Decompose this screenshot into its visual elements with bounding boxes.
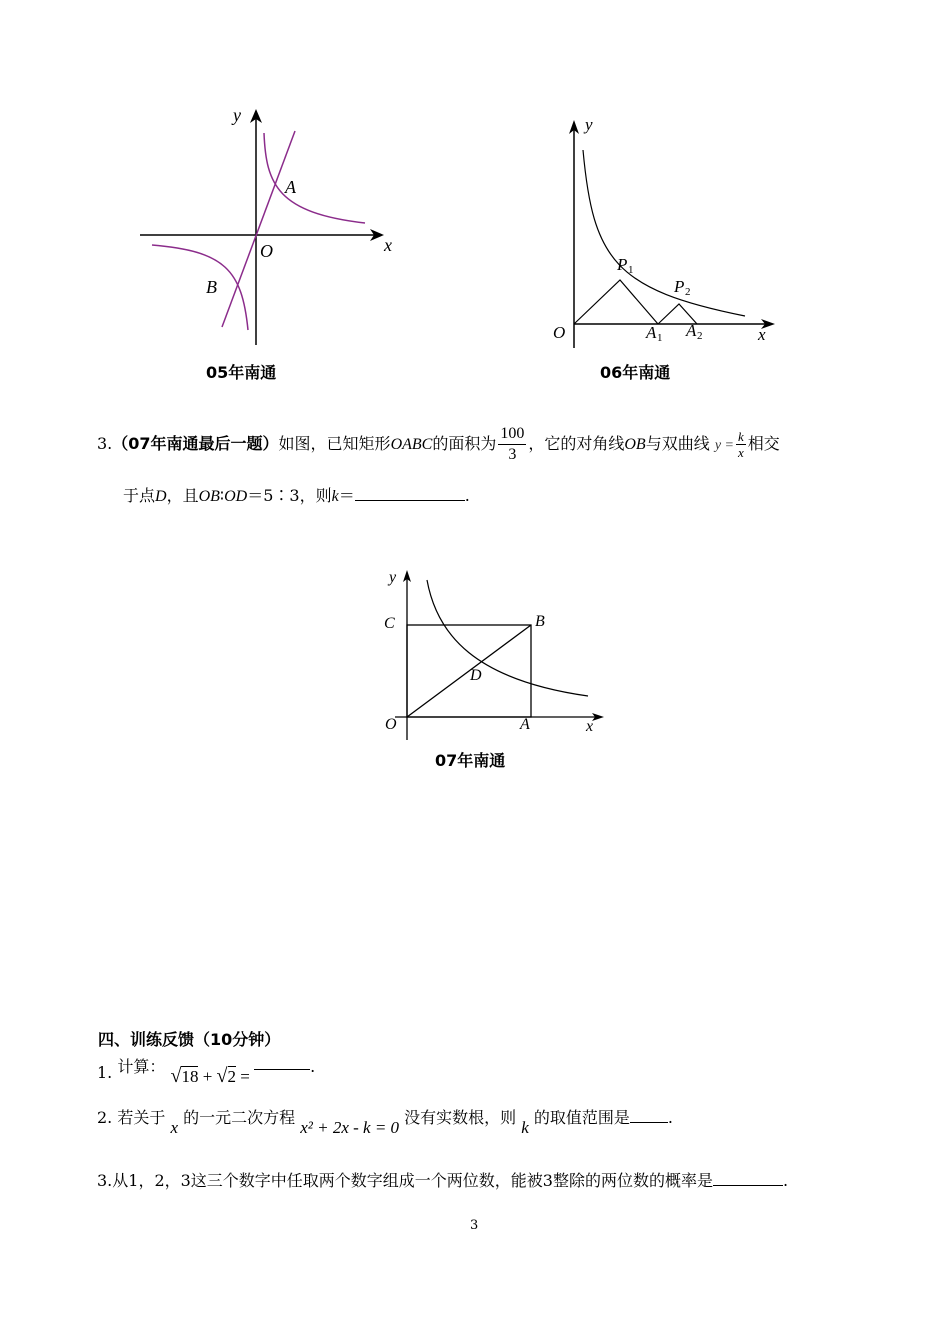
rect-name: OABC: [390, 436, 433, 453]
q2-text-2: 的一元二次方程: [183, 1108, 296, 1127]
problem-3-end: .: [464, 486, 470, 505]
fig05-label-y: y: [233, 105, 241, 125]
figure-07-caption: 07年南通: [435, 751, 506, 770]
fig07-label-b: B: [535, 613, 545, 630]
section-4-q1: [97, 1055, 315, 1089]
eq-denominator: x: [737, 445, 744, 460]
figure-05-caption: 05年南通: [206, 363, 277, 382]
ratio-a: OB: [198, 488, 220, 505]
fig06-label-a2-sub: 2: [697, 330, 703, 342]
fig07-label-c: C: [384, 615, 395, 632]
ratio-b: OD: [224, 488, 248, 505]
fig06-label-a1-sub: 1: [657, 332, 663, 344]
q1-answer-blank[interactable]: [254, 1055, 310, 1070]
fig05-label-x: x: [384, 235, 392, 255]
page-number: 3: [470, 1218, 479, 1233]
equals-sign: ＝: [338, 486, 355, 505]
problem-3-line-2: [123, 485, 470, 508]
diagonal-name: OB: [624, 436, 646, 453]
problem-3-text-1: 如图，已知矩形: [278, 434, 391, 453]
q3-number: 3.: [97, 1171, 113, 1190]
q1-plus: +: [202, 1067, 213, 1086]
area-denominator: 3: [508, 446, 517, 463]
fig07-label-x: x: [586, 718, 594, 735]
fig05-label-a: A: [285, 177, 296, 197]
fig05-label-b: B: [206, 277, 217, 297]
fig05-label-o: O: [260, 241, 273, 261]
q1-number: 1.: [97, 1063, 113, 1082]
section-4-q2: [97, 1104, 673, 1144]
q3-text: 从1，2，3这三个数字中任取两个数字组成一个两位数，能被3整除的两位数的概率是: [112, 1171, 713, 1190]
q3-answer-blank[interactable]: [713, 1171, 783, 1186]
problem-3-source: （07年南通最后一题）: [112, 434, 279, 453]
section-4-heading: 四、训练反馈（10分钟）: [98, 1030, 281, 1049]
var-k: k: [331, 488, 339, 505]
fig06-label-p2: P: [674, 277, 685, 296]
q1-end: .: [310, 1057, 316, 1076]
q2-equation: x² + 2x - k = 0: [300, 1118, 400, 1137]
problem-3-text-3: ，它的对角线: [528, 434, 625, 453]
q2-end: .: [667, 1108, 674, 1127]
eq-y: y =: [714, 438, 734, 453]
fig06-label-p2-sub: 2: [685, 286, 691, 298]
q1-radicand-b: 2: [227, 1067, 237, 1086]
q1-expression: √18 + √2 =: [170, 1065, 250, 1087]
q1-radicand-a: 18: [181, 1067, 199, 1086]
fig06-label-o: O: [553, 323, 566, 342]
fig07-label-y: y: [389, 569, 397, 586]
q2-text-4: 的取值范围是: [533, 1108, 630, 1127]
problem-3-line2-a: 于点: [123, 486, 156, 505]
problem-3-number: 3.: [97, 434, 113, 453]
fig06-label-a1: A: [646, 323, 657, 342]
fig06-label-p1-sub: 1: [628, 264, 634, 276]
figure-05-graph: [130, 95, 410, 355]
ratio-sep: ∶: [219, 486, 225, 505]
q2-text-3: 没有实数根，则: [404, 1108, 517, 1127]
fig07-label-d: D: [470, 667, 482, 684]
problem-3-text-5: 相交: [747, 434, 780, 453]
problem-3-text-4: 与双曲线: [645, 434, 710, 453]
figure-06-caption: 06年南通: [600, 363, 671, 382]
q2-var-k: k: [521, 1118, 529, 1137]
fig06-label-a2: A: [686, 321, 697, 340]
area-fraction: [498, 424, 526, 465]
fig07-label-a: A: [520, 716, 530, 733]
fig07-label-o: O: [385, 716, 397, 733]
q2-answer-blank[interactable]: [630, 1108, 668, 1123]
q1-text: 计算：: [117, 1057, 166, 1076]
q1-equals: =: [240, 1067, 250, 1086]
problem-3-text-2: 的面积为: [432, 434, 497, 453]
eq-fraction: [736, 429, 746, 460]
point-d: D: [155, 488, 167, 505]
eq-numerator: k: [737, 429, 744, 444]
fig06-label-y: y: [585, 115, 593, 134]
area-numerator: 100: [498, 424, 526, 445]
fig06-label-p1: P: [617, 255, 628, 274]
problem-3-line2-b: ，且: [166, 486, 199, 505]
figure-06-graph: [545, 110, 790, 350]
answer-blank[interactable]: [355, 486, 465, 501]
problem-3-line-1: [97, 422, 780, 466]
figure-07-graph: [375, 565, 610, 745]
q2-text-1: 若关于: [117, 1108, 166, 1127]
ratio-value: ＝5∶3，则: [247, 486, 332, 505]
section-4-q3: [97, 1170, 788, 1192]
q2-var-x: x: [170, 1118, 179, 1137]
q3-end: .: [783, 1171, 789, 1190]
fig06-label-x: x: [758, 325, 766, 344]
q2-number: 2.: [97, 1108, 113, 1127]
